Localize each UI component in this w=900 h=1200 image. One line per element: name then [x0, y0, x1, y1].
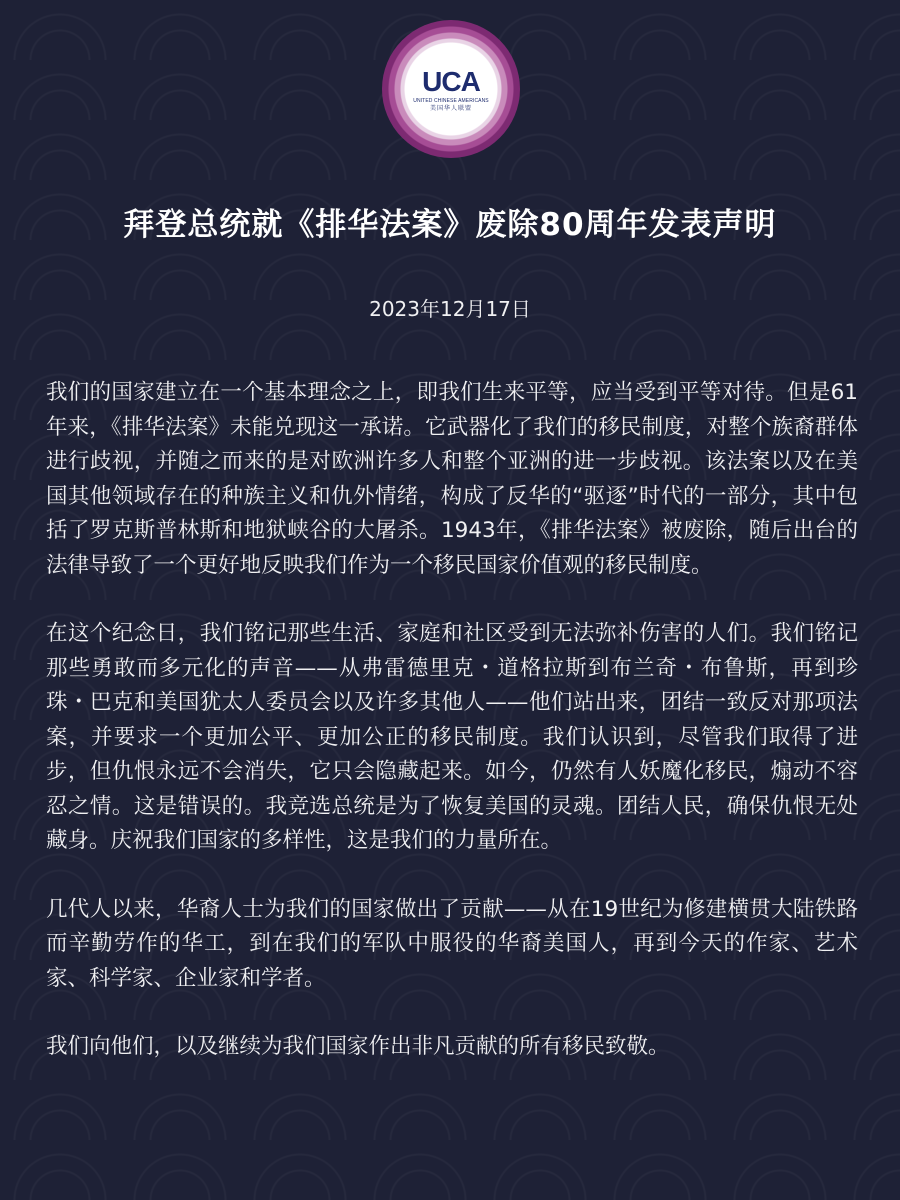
paragraph-1: 我们的国家建立在一个基本理念之上，即我们生来平等，应当受到平等对待。但是61年来，《排华法案》未能兑现这一承诺。它武器化了我们的移民制度，对整个族裔群体进行歧视，并随之而来的是对欧洲许多人和整个亚洲的进一步歧视。该法案以及在美国其他领域存在的种族主义和仇外情绪，构成了反华的“驱逐”时代的一部分，其中包括了罗克斯普林斯和地狱峡谷的大屠杀。1943年，《排华法案》被废除，随后出台的法律导致了一个更好地反映我们作为一个移民国家价值观的移民制度。: [46, 380, 858, 578]
paragraph-2: 在这个纪念日，我们铭记那些生活、家庭和社区受到无法弥补伤害的人们。我们铭记那些勇敢而多元化的声音——从弗雷德里克・道格拉斯到布兰奇・布鲁斯，再到珍珠・巴克和美国犹太人委员会以及许多其他人——他们站出来，团结一致反对那项法案，并要求一个更加公平、更加公正的移民制度。我们认识到，尽管我们取得了进步，但仇恨永远不会消失，它只会隐藏起来。如今，仍然有人妖魔化移民，煽动不容忍之情。这是错误的。我竞选总统是为了恢复美国的灵魂。团结人民，确保仇恨无处藏身。庆祝我们国家的多样性，这是我们的力量所在。: [46, 621, 858, 853]
uca-logo: [382, 20, 520, 158]
page-title: 拜登总统就《排华法案》废除80周年发表声明: [123, 207, 777, 243]
statement-body: [46, 376, 858, 1099]
star-icon: ★: [479, 73, 488, 84]
logo-subtitle-cn: 美国华人联盟: [429, 104, 472, 112]
paragraph-3: 几代人以来，华裔人士为我们的国家做出了贡献——从在19世纪为修建横贯大陆铁路而辛勤劳作的华工，到在我们的军队中服役的华裔美国人，再到今天的作家、艺术家、科学家、企业家和学者。: [46, 896, 858, 991]
logo-subtitle-en: UNITED CHINESE AMERICANS: [413, 97, 489, 104]
logo-badge: [405, 43, 497, 135]
statement-date: 2023年12月17日: [369, 297, 531, 321]
logo-text: UCA: [422, 65, 480, 97]
paragraph-4: 我们向他们，以及继续为我们国家作出非凡贡献的所有移民致敬。: [46, 1034, 670, 1059]
